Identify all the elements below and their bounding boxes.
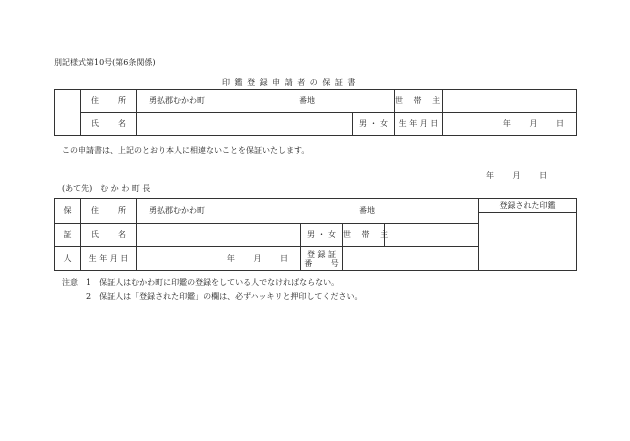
registered-seal-box[interactable] [479,199,577,271]
applicant-address-banchi: 番地 [299,96,315,105]
guarantor-dob-label: 生 年 月 日 [81,247,137,271]
note-2: 2 保証人は「登録された印鑑」の欄は、必ずハッキリと押印してください。 [86,292,363,301]
applicant-table [54,89,577,136]
applicant-name-field[interactable] [137,113,353,136]
guarantor-name-label: 氏 名 [81,224,137,247]
guarantor-dob-field[interactable]: 年 月 日 [137,247,301,271]
applicant-address-label: 住 所 [81,90,137,113]
applicant-name-label: 氏 名 [81,113,137,136]
guarantor-name-field[interactable] [137,224,301,247]
applicant-dob-field[interactable]: 年 月 日 [443,113,577,136]
guarantor-address-field[interactable] [137,199,479,224]
notes-heading: 注意 [62,278,78,287]
form-number: 別記様式第10号(第6条関係) [54,58,156,67]
applicant-address-town: 勇払郡むかわ町 [149,96,205,105]
guarantor-sex-select[interactable]: 男 ・ 女 [301,224,343,247]
applicant-household-label: 世 帯 主 [395,90,443,113]
applicant-sex-select[interactable]: 男 ・ 女 [353,113,395,136]
guarantor-reg-no-label [301,247,343,271]
guarantor-table [54,198,577,271]
guarantor-address-banchi: 番地 [359,206,375,215]
guarantor-side-2: 証 [55,224,81,247]
reg-no-label-line-1: 登 録 証 [306,249,337,259]
guarantor-household-label: 世 帯 主 [343,224,385,247]
note-1: 1 保証人はむかわ町に印鑑の登録をしている人でなければならない。 [86,278,340,287]
registered-seal-label: 登録された印鑑 [479,199,576,213]
guarantor-side-3: 人 [55,247,81,271]
guarantor-address-label: 住 所 [81,199,137,224]
guarantee-statement: この申請書は、上記のとおり本人に相違ないことを保証いたします。 [62,146,310,155]
guarantor-household-field[interactable] [385,224,479,247]
guarantor-address-town: 勇払郡むかわ町 [149,206,205,215]
applicant-household-field[interactable] [443,90,577,113]
applicant-address-field[interactable] [137,90,395,113]
addressee: (あて先) む か わ 町 長 [62,184,151,193]
guarantor-side-1: 保 [55,199,81,224]
guarantor-reg-no-field[interactable] [343,247,479,271]
reg-no-label-line-2: 番 号 [304,258,339,268]
applicant-blank-cell [55,90,81,136]
applicant-dob-label: 生 年 月 日 [395,113,443,136]
page-title: 印 鑑 登 録 申 請 者 の 保 証 書 [222,78,357,87]
date-line: 年 月 日 [486,171,548,180]
